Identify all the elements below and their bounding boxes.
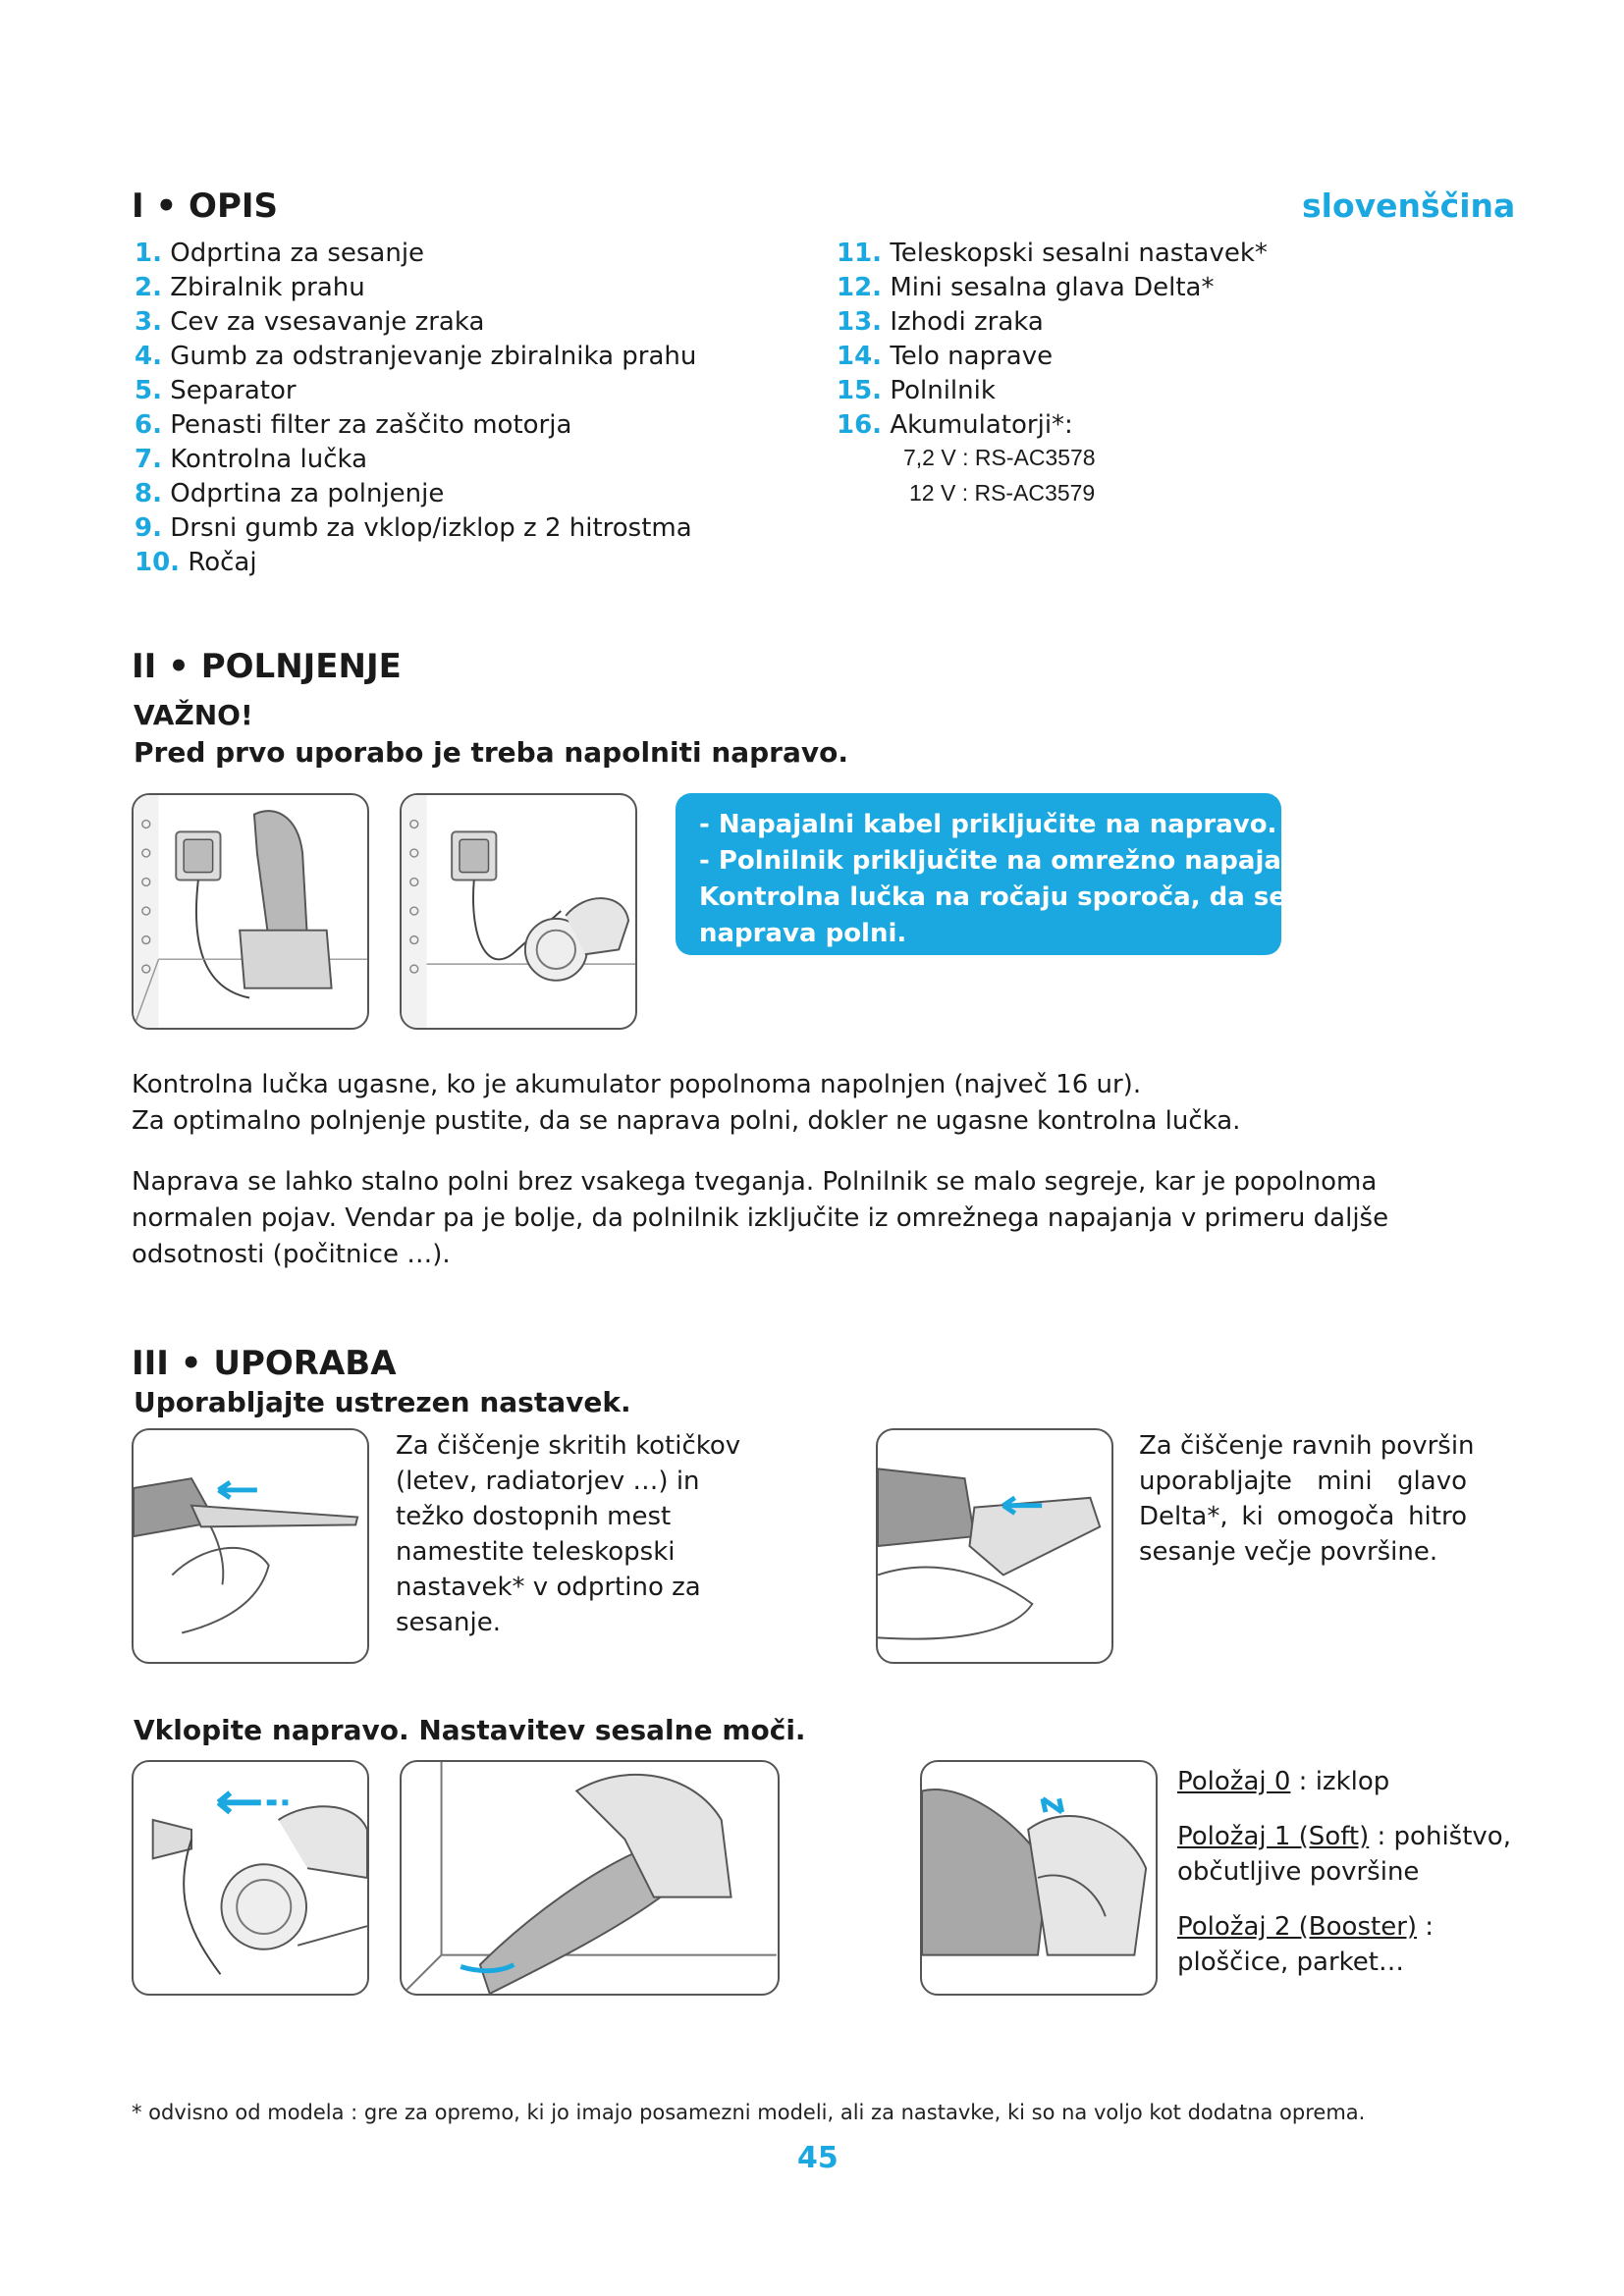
important-label: VAŽNO!	[134, 699, 253, 731]
charging-illustration-1	[132, 793, 369, 1030]
footnote: * odvisno od modela : gre za opremo, ki jo imajo posamezni modeli, ali za nastavke, ki so na voljo kot dodatna oprema.	[132, 2101, 1366, 2124]
charging-paragraph-1: Kontrolna lučka ugasne, ko je akumulator popolnoma napolnjen (največ 16 ur). Za optimalno polnjenje pustite, da se naprava polni, dokler ne ugasne kontrolna lučka.	[132, 1070, 1241, 1136]
telescopic-tool-illustration	[132, 1428, 369, 1664]
list-item: 12. Mini sesalna glava Delta*	[837, 273, 1215, 302]
position-0-label: Položaj 0	[1177, 1767, 1291, 1796]
delta-head-image	[878, 1430, 1111, 1662]
plug-in-image	[134, 1762, 367, 1994]
switch-illustration-3	[920, 1760, 1158, 1996]
speed-switch-image	[922, 1762, 1156, 1994]
list-item: 1. Odprtina za sesanje	[135, 239, 425, 268]
section-title-uporaba: III • UPORABA	[132, 1344, 397, 1383]
list-item: 3. Cev za vsesavanje zraka	[135, 307, 485, 337]
vacuum-floor-image	[402, 1762, 778, 1994]
delta-tool-illustration	[876, 1428, 1113, 1664]
list-item: 6. Penasti filter za zaščito motorja	[135, 410, 572, 440]
language-label: slovenščina	[1302, 187, 1516, 225]
callout-line: naprava polni.	[699, 919, 907, 948]
list-item: 10. Ročaj	[135, 548, 257, 577]
list-item: 14. Telo naprave	[837, 342, 1054, 371]
callout-line: Kontrolna lučka na ročaju sporoča, da se	[699, 882, 1286, 912]
list-item: 5. Separator	[135, 376, 297, 405]
charging-illustration-2	[400, 793, 637, 1030]
position-2-label: Položaj 2 (Booster)	[1177, 1912, 1418, 1942]
section-title-opis: I • OPIS	[132, 187, 279, 226]
charging-paragraph-2: Naprava se lahko stalno polni brez vsakega tveganja. Polnilnik se malo segreje, kar je popolnoma normalen pojav. Vendar pa je bolje, da polnilnik izključite iz omrežnega napajanja v primeru daljše odsotnosti (počitnice …).	[132, 1167, 1389, 1269]
telescopic-tool-description: Za čiščenje skritih kotičkov (letev, radiatorjev …) in težko dostopnih mest namestite teleskopski nastavek* v odprtino za sesanje.	[396, 1431, 741, 1637]
position-1-label: Položaj 1 (Soft)	[1177, 1822, 1370, 1851]
parts-list-left	[135, 237, 861, 580]
list-item: 15. Polnilnik	[837, 376, 996, 405]
list-item: 9. Drsni gumb za vklop/izklop z 2 hitrostma	[135, 513, 692, 543]
charging-device-image	[134, 795, 367, 1028]
callout-line: - Napajalni kabel priključite na napravo.	[699, 810, 1277, 839]
telescopic-nozzle-image	[134, 1430, 367, 1662]
list-item: 11. Teleskopski sesalni nastavek*	[837, 239, 1268, 268]
list-item: 2. Zbiralnik prahu	[135, 273, 365, 302]
list-item: 4. Gumb za odstranjevanje zbiralnika prahu	[135, 342, 697, 371]
switch-illustration-1	[132, 1760, 369, 1996]
battery-model-1: 7,2 V : RS-AC3578	[903, 445, 1096, 470]
usage-subtitle: Uporabljajte ustrezen nastavek.	[134, 1386, 631, 1418]
parts-list-right	[837, 237, 1347, 443]
switch-title: Vklopite napravo. Nastavitev sesalne moči.	[134, 1714, 806, 1746]
position-0: Položaj 0 : izklop	[1177, 1767, 1390, 1796]
list-item: 13. Izhodi zraka	[837, 307, 1044, 337]
list-item: 7. Kontrolna lučka	[135, 445, 368, 474]
delta-tool-description: Za čiščenje ravnih površin uporabljajte mini glavo Delta*, ki omogoča hitro sesanje večje površine.	[1139, 1431, 1475, 1567]
important-text: Pred prvo uporabo je treba napolniti napravo.	[134, 736, 849, 769]
callout-line: - Polnilnik priključite na omrežno napajanje.	[699, 846, 1335, 876]
list-item: 16. Akumulatorji*:	[837, 410, 1073, 440]
section-title-polnjenje: II • POLNJENJE	[132, 647, 402, 686]
position-1: Položaj 1 (Soft) : pohištvo, občutljive površine	[1177, 1822, 1511, 1887]
page-number: 45	[797, 2141, 839, 2175]
battery-model-2: 12 V : RS-AC3579	[909, 480, 1096, 506]
position-2: Položaj 2 (Booster) : ploščice, parket…	[1177, 1912, 1435, 1977]
charger-plug-image	[402, 795, 635, 1028]
list-item: 8. Odprtina za polnjenje	[135, 479, 445, 508]
switch-illustration-2	[400, 1760, 780, 1996]
charging-callout	[676, 793, 1335, 955]
